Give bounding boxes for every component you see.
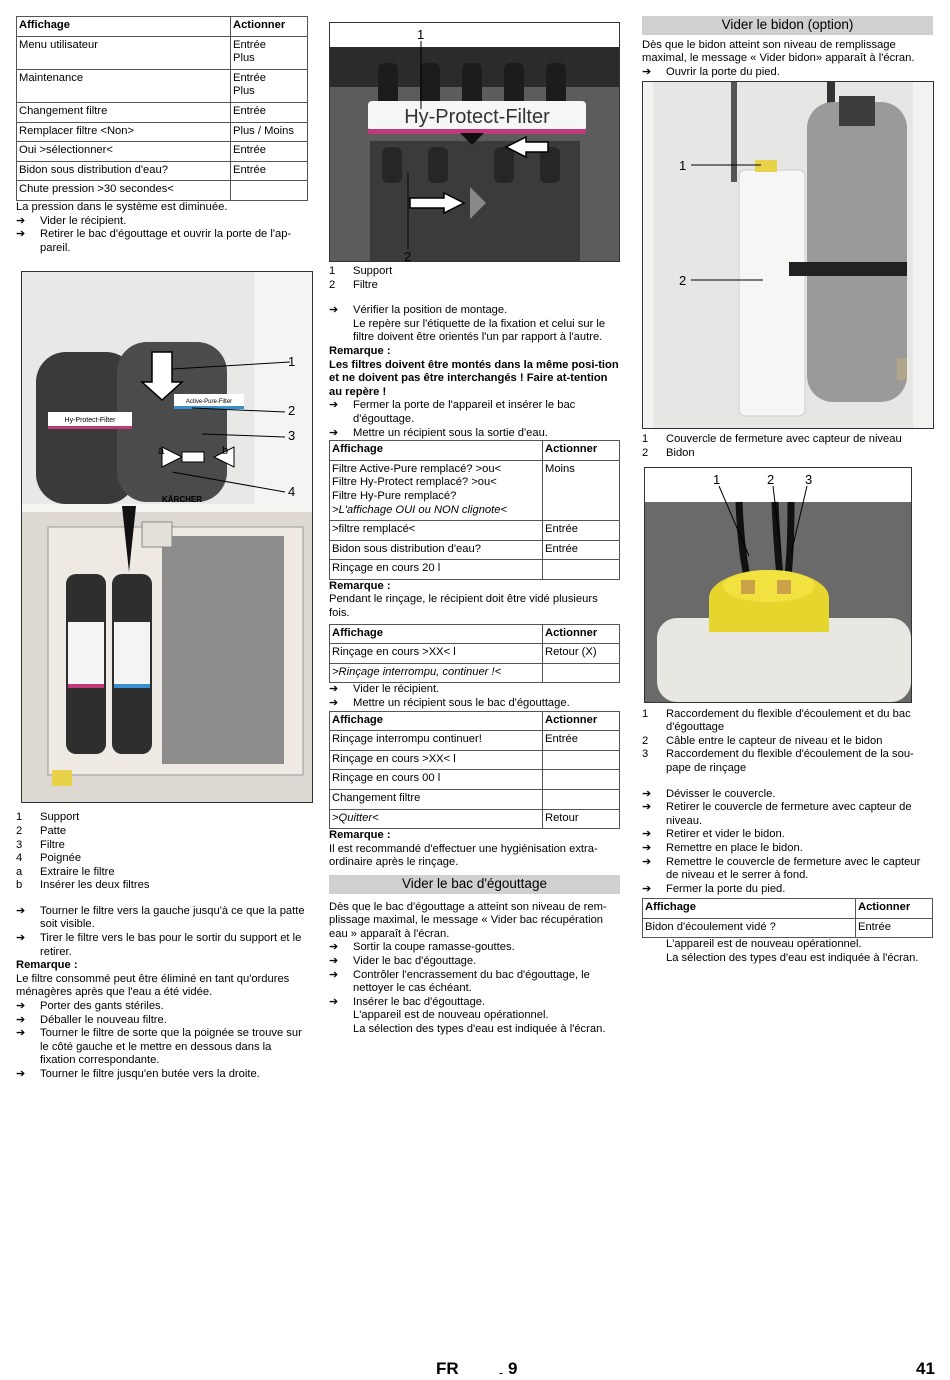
table-cell: Bidon sous distribution d'eau? [330,540,543,560]
display-table-3: Affichage Actionner Rinçage en cours >XX< l Retour (X) >Rinçage interrompu, continuer !< [329,624,620,684]
remark-title: Remarque : [16,959,78,972]
arrow-icon: ➔ [329,995,339,1008]
instruction-step: ➔ Insérer le bac d'égouttage. [329,995,486,1008]
table-row [17,161,308,181]
column-left [16,16,308,1082]
instruction-step: ➔ Vider le bac d'égouttage. [329,954,477,967]
table-row [17,69,308,102]
arrow-icon: ➔ [642,801,652,814]
arrow-icon: ➔ [16,1068,26,1080]
table-cell: Menu utilisateur [17,36,231,69]
instruction-step: ➔ Sortir la coupe ramasse-gouttes. [329,941,515,954]
hy-protect-label: Hy-Protect-Filter [404,106,550,128]
table-row [330,560,620,580]
callout-b: b [222,445,229,458]
arrow-icon: ➔ [642,841,652,854]
table-row [17,142,308,162]
arrow-icon: ➔ [642,787,652,800]
arrow-icon: ➔ [642,855,652,868]
instruction-step: ➔ Fermer la porte de l'appareil et insérer le bac d'égouttage. [329,399,576,425]
callout-1: 1 [679,158,687,174]
table-header: Affichage [17,17,231,37]
callout-2: 2 [767,471,775,487]
table-cell: Changement filtre [17,102,231,122]
display-table-2: Affichage Actionner Filtre Active-Pure remplacé? >ou< Filtre Hy-Protect remplacé? >ou< Filtre Hy-Pure remplacé? >L'affichage OUI ou NON clignote< Moins >filtre remplacé< Entrée Bidon sous distribution d'eau? Entrée Rinçage en cours 20 l [329,440,620,580]
status-line: La sélection des types d'eau est indiquée à l'écran. [353,1022,606,1035]
callout-1: 1 [417,27,425,42]
legend-item: a Extraire le filtre [16,865,115,878]
table-cell: Entrée [231,142,308,162]
active-pure-label: Active-Pure-Filter [185,399,233,406]
table-cell [543,750,620,770]
status-line: La sélection des types d'eau est indiquée à l'écran. [666,952,919,965]
filter-installation-figure [21,271,313,803]
instruction-step: ➔ Déballer le nouveau filtre. [16,1013,167,1026]
table-cell: Entrée [231,161,308,181]
remark-text: Le filtre consommé peut être éliminé en tant qu'ordures ménagères après que l'eau a été vidée. [16,972,290,999]
table-row [17,36,308,69]
remark-title: Remarque : [329,579,391,592]
table-cell [231,181,308,201]
footer-page-local: 9 [508,1359,518,1378]
table-row [330,521,620,541]
table-cell [543,790,620,810]
arrow-icon: ➔ [329,683,339,696]
table-cell: Plus / Moins [231,122,308,142]
table-cell [543,770,620,790]
table-row [330,770,620,790]
table-cell: Entrée Plus [231,36,308,69]
legend-item: 2 Bidon [642,446,695,459]
instruction-step: ➔ Tourner le filtre jusqu'en butée vers la droite. [16,1068,260,1080]
status-line: L'appareil est de nouveau opérationnel. [353,1009,549,1022]
table-row [330,750,620,770]
arrow-icon: ➔ [329,968,339,981]
arrow-icon: ➔ [642,828,652,841]
table-row [17,102,308,122]
arrow-icon: ➔ [329,304,339,317]
table-row [17,122,308,142]
table-cell: Entrée [231,102,308,122]
arrow-icon: ➔ [642,65,652,78]
legend-item: 2 Filtre [329,278,378,291]
display-table-canister: Affichage Actionner Bidon d'écoulement vidé ? Entrée [642,898,933,938]
column-middle [329,22,620,1037]
table-row [330,731,620,751]
table-cell: Rinçage en cours 20 l [330,560,543,580]
arrow-icon: ➔ [329,426,339,439]
arrow-icon: ➔ [16,1013,26,1026]
instruction-step: ➔ Remettre en place le bidon. [642,841,803,854]
section-title-canister: Vider le bidon (option) [642,16,933,35]
table-cell: Oui >sélectionner< [17,142,231,162]
legend-item: 1 Couvercle de fermeture avec capteur de niveau [642,433,902,446]
arrow-icon: ➔ [16,228,26,241]
section-intro: Dès que le bac d'égouttage a atteint son niveau de rem-plissage maximal, le message « Vider bac récupération eau » apparaît à l'écran. [329,900,607,940]
arrow-icon: ➔ [16,1000,26,1013]
canister-figure [642,81,934,429]
status-line: L'appareil est de nouveau opérationnel. [666,938,862,951]
arrow-icon: ➔ [329,697,339,710]
canister-cap-figure [644,467,912,703]
display-table-4: Affichage Actionner Rinçage interrompu continuer! Entrée Rinçage en cours >XX< l Rinçage en cours 00 l Changement filtre >Quitter< Retour [329,711,620,830]
instruction-step: ➔ Retirer le bac d'égouttage et ouvrir la porte de l'ap-pareil. [16,228,292,254]
instruction-step: ➔ Tourner le filtre vers la gauche jusqu'à ce que la patte soit visible. [16,904,305,931]
instruction-step: ➔ Contrôler l'encrassement du bac d'égouttage, le nettoyer le cas échéant. [329,968,590,995]
arrow-icon: ➔ [16,932,26,945]
legend-item: b Insérer les deux filtres [16,879,150,892]
legend-item: 3 Raccordement du flexible d'écoulement de la sou-pape de rinçage [642,748,914,774]
instruction-step: ➔ Fermer la porte du pied. [642,882,786,895]
table-cell: Entrée [543,731,620,751]
instruction-step: ➔ Mettre un récipient sous le bac d'égouttage. [329,697,570,710]
arrow-icon: ➔ [329,399,339,412]
instruction-step: ➔ Retirer et vider le bidon. [642,828,785,841]
callout-3: 3 [288,428,296,444]
arrow-icon: ➔ [16,1027,26,1040]
table-cell: Changement filtre [330,790,543,810]
instruction-step: ➔ Retirer le couvercle de fermeture avec capteur de niveau. [642,801,912,827]
legend-item: 1 Raccordement du flexible d'écoulement et du bac d'égouttage [642,707,911,734]
callout-2: 2 [404,249,412,261]
table-cell: Rinçage en cours >XX< l [330,750,543,770]
remark-text: Pendant le rinçage, le récipient doit être vidé plusieurs fois. [329,593,598,620]
legend-item: 2 Câble entre le capteur de niveau et le bidon [642,734,883,747]
instruction-step: ➔ Dévisser le couvercle. [642,787,776,800]
brand-label: KÄRCHER [162,495,202,505]
callout-4: 4 [288,484,296,500]
legend-item: 1 Support [329,265,393,277]
table-cell [543,560,620,580]
callout-1: 1 [713,471,721,487]
table-cell: >filtre remplacé< [330,521,543,541]
callout-2: 2 [679,273,687,289]
arrow-icon: ➔ [329,954,339,967]
footer-lang: FR [436,1359,459,1378]
pressure-text: La pression dans le système est diminuée. [16,200,228,213]
remark-text: Il est recommandé d'effectuer une hygiénisation extra-ordinaire après le rinçage. [329,842,598,869]
callout-2: 2 [288,403,296,419]
table-row [17,181,308,201]
instruction-step: ➔ Tirer le filtre vers le bas pour le sortir du support et le retirer. [16,932,302,958]
table-header: Actionner [231,17,308,37]
legend-item: 2 Patte [16,824,67,837]
instruction-step: ➔ Remettre le couvercle de fermeture avec le capteur de niveau et le serrer à fond. [642,855,921,882]
filter-mark-figure [329,22,620,262]
footer-page-total: 41 [916,1359,935,1378]
arrow-icon: ➔ [642,882,652,895]
table-cell: Entrée Plus [231,69,308,102]
table-cell: Rinçage interrompu continuer! [330,731,543,751]
remark-title: Remarque : [329,829,391,842]
arrow-icon: ➔ [16,214,26,227]
table-cell: Remplacer filtre <Non> [17,122,231,142]
table-cell: Rinçage en cours 00 l [330,770,543,790]
remark-warning: Les filtres doivent être montés dans la même posi-tion et ne doivent pas être interchangés ! Faire at-tention au repère ! [329,358,619,398]
instruction-step: ➔ Mettre un récipient sous la sortie d'eau. [329,426,548,439]
callout-a: a [158,445,165,458]
step-check-detail: Le repère sur l'étiquette de la fixation et celui sur le filtre doivent être orientés l'un par rapport à l'autre. [353,317,606,344]
table-cell: Entrée [543,540,620,560]
instruction-step: ➔ Vider le récipient. [16,214,127,227]
step-check: ➔ Vérifier la position de montage. [329,304,508,317]
table-cell: Bidon sous distribution d'eau? [17,161,231,181]
table-row [330,540,620,560]
display-table-1 [16,16,308,201]
column-right [642,16,933,966]
arrow-icon: ➔ [16,904,26,917]
table-cell: Maintenance [17,69,231,102]
legend-item: 4 Poignée [16,852,82,865]
callout-3: 3 [805,471,813,487]
table-cell: Entrée [543,521,620,541]
arrow-icon: ➔ [329,941,339,954]
footer-sep: - [499,1365,504,1380]
section-intro: Dès que le bidon atteint son niveau de remplissage maximal, le message « Vider bidon» apparaît à l'écran. [642,38,915,65]
hy-protect-label: Hy-Protect-Filter [64,417,116,425]
step-open: ➔ Ouvrir la porte du pied. [642,65,780,78]
legend-item: 1 Support [16,811,80,824]
table-cell: Chute pression >30 secondes< [17,181,231,201]
table-row [330,790,620,810]
callout-1: 1 [288,354,296,370]
instruction-step: ➔ Vider le récipient. [329,683,440,696]
remark-title: Remarque : [329,344,391,357]
section-title-drip-tray: Vider le bac d'égouttage [329,875,620,894]
legend-item: 3 Filtre [16,838,65,851]
instruction-step: ➔ Porter des gants stériles. [16,1000,164,1013]
instruction-step: ➔ Tourner le filtre de sorte que la poignée se trouve sur le côté gauche et le mettre en dessous dans la fixation correspondante. [16,1027,302,1067]
